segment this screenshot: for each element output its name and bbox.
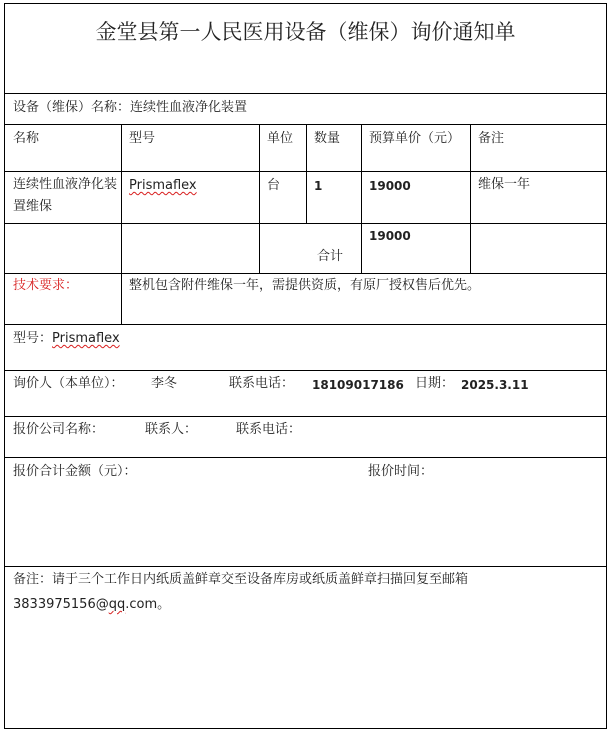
remark-email — [13, 597, 170, 613]
tech-requirements-text: 整机包含附件维保一年，需提供资质，有原厂授权售后优先。 — [129, 278, 481, 293]
document-title: 金堂县第一人民医用设备（维保）询价通知单 — [95, 20, 516, 44]
quote-amount-label: 报价合计金额（元）： — [13, 464, 137, 479]
rule-inquirer-bottom — [5, 416, 606, 417]
inquirer-date: 2025.3.11 — [461, 378, 529, 392]
total-label: 合计 — [317, 249, 344, 264]
rule-title-bottom — [5, 93, 606, 94]
inquirer-phone-label: 联系电话： — [229, 376, 295, 391]
inquirer-date-label: 日期： — [415, 376, 455, 391]
model-line — [13, 331, 120, 347]
quote-time-label: 报价时间： — [368, 464, 434, 479]
col-rule-4 — [361, 124, 362, 274]
rule-total-bottom — [5, 273, 606, 274]
remark-email-domain: qq — [108, 597, 126, 612]
total-value: 19000 — [369, 229, 411, 243]
rule-company-bottom — [5, 457, 606, 458]
col-rule-5 — [470, 124, 471, 274]
tech-requirements-label: 技术要求： — [13, 278, 79, 293]
model-value: Prismaflex — [52, 331, 120, 346]
col-rule-3 — [306, 124, 307, 224]
rule-model-bottom — [5, 370, 606, 371]
col-rule-2 — [259, 124, 260, 274]
equipment-name-line: 设备（维保）名称：连续性血液净化装置 — [13, 100, 248, 115]
inquirer-name: 李冬 — [151, 376, 178, 391]
quote-phone-label: 联系电话： — [236, 422, 302, 437]
col-rule-1 — [121, 124, 122, 324]
rule-quote-bottom — [5, 566, 606, 567]
quote-contact-label: 联系人： — [145, 422, 198, 437]
item-name: 连续性血液净化装置维保 — [13, 177, 118, 214]
item-model: Prismaflex — [129, 178, 197, 193]
item-note: 维保一年 — [478, 177, 531, 192]
remark-text: 备注：请于三个工作日内纸质盖鲜章交至设备库房或纸质盖鲜章扫描回复至邮箱 — [13, 572, 469, 587]
header-qty: 数量 — [314, 131, 341, 146]
header-note: 备注 — [478, 131, 505, 146]
header-price: 预算单价（元） — [369, 131, 461, 146]
quote-company-label: 报价公司名称： — [13, 422, 105, 437]
item-qty: 1 — [314, 179, 323, 193]
rule-tech-bottom — [5, 324, 606, 325]
model-label: 型号： — [13, 331, 53, 346]
remark-email-suffix: .com。 — [125, 597, 171, 612]
header-name: 名称 — [13, 131, 40, 146]
inquirer-label: 询价人（本单位）： — [13, 376, 124, 391]
header-unit: 单位 — [267, 131, 294, 146]
item-price: 19000 — [369, 179, 411, 193]
header-model: 型号 — [129, 131, 156, 146]
inquirer-phone: 18109017186 — [312, 378, 404, 392]
inquiry-form — [4, 3, 607, 729]
remark-email-prefix: 3833975156@ — [13, 597, 109, 612]
item-unit: 台 — [267, 178, 281, 193]
